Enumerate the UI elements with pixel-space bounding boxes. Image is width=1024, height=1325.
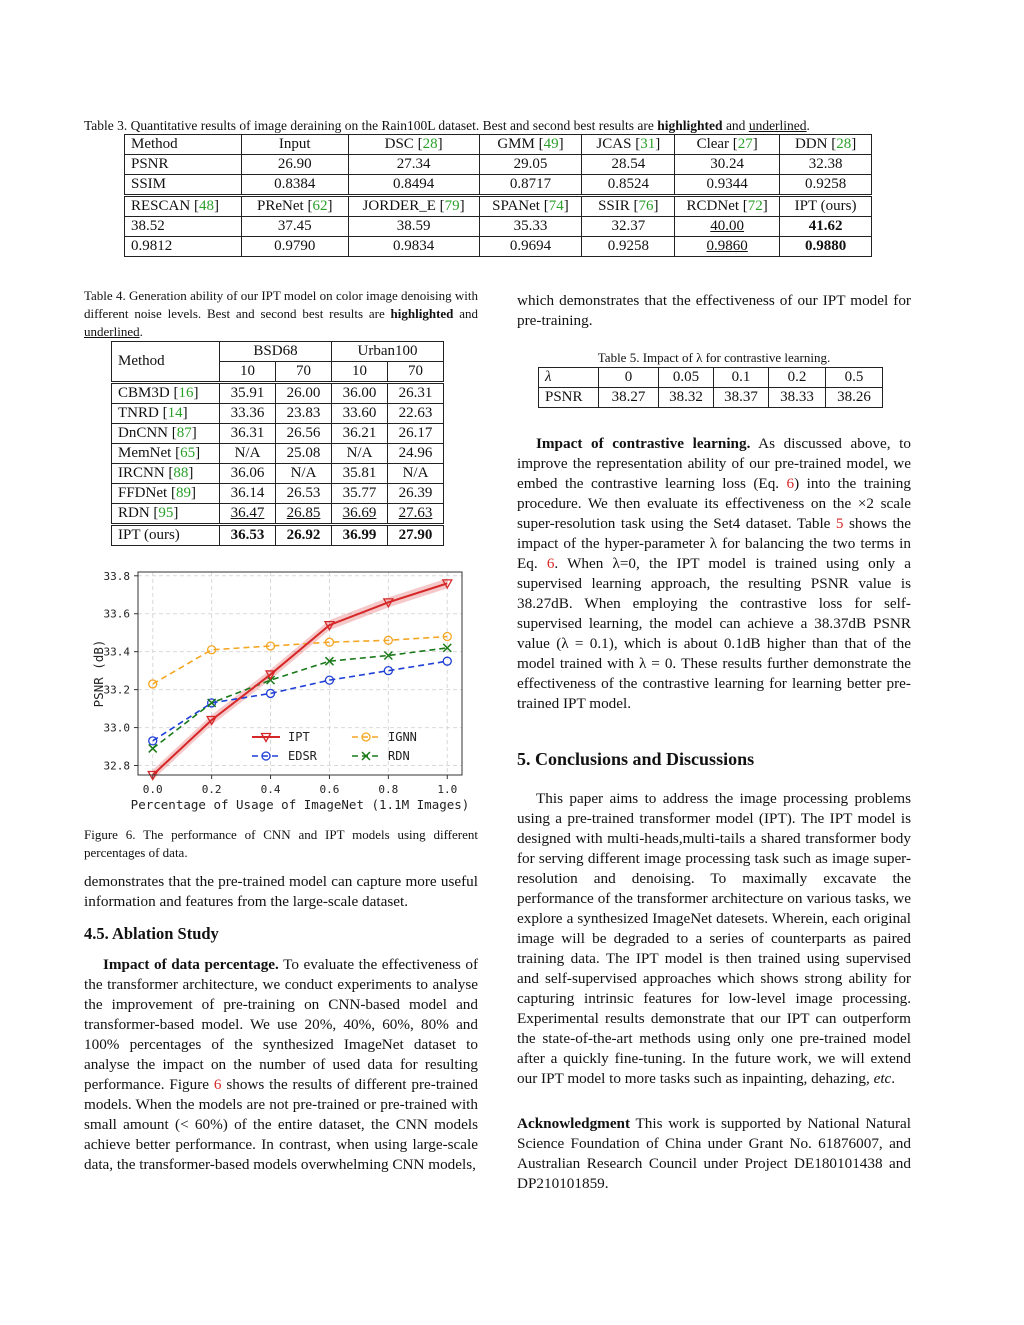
table4-method-cell: FFDNet [89] bbox=[112, 484, 220, 504]
citation-link[interactable]: 76 bbox=[638, 198, 654, 214]
table4-row bbox=[112, 504, 444, 525]
table4-cell: 27.90 bbox=[388, 525, 444, 546]
y-tick-label: 33.2 bbox=[103, 683, 130, 697]
table4-cell: 36.69 bbox=[332, 504, 388, 525]
header-label: GMM bbox=[497, 136, 535, 152]
table3-cell: 32.37 bbox=[582, 217, 675, 237]
legend-label: IGNN bbox=[388, 730, 417, 744]
table5-psnr-cell: 38.27 bbox=[599, 388, 659, 408]
paragraph-right-top: which demonstrates that the effectiveness of our IPT model for pre-training. bbox=[517, 292, 911, 329]
table3-row bbox=[125, 175, 872, 196]
table3-cell: 30.24 bbox=[675, 155, 780, 175]
table3-header-cell: DSC [28] bbox=[348, 135, 479, 155]
table3-cell: SSIM bbox=[125, 175, 242, 196]
table5-lambda-cell: 0.05 bbox=[659, 368, 714, 388]
table4-level-header: 10 bbox=[332, 362, 388, 383]
figure6-caption: Figure 6. The performance of CNN and IPT models using different percentages of data. bbox=[84, 827, 478, 860]
table5-lambda-cell: 0.5 bbox=[826, 368, 883, 388]
table3-header-cell: JORDER_E [79] bbox=[348, 196, 479, 217]
y-tick-label: 33.8 bbox=[103, 569, 130, 583]
header-label: Method bbox=[131, 136, 178, 152]
x-tick-label: 1.0 bbox=[437, 783, 458, 796]
table4-method-cell: IRCNN [88] bbox=[112, 464, 220, 484]
y-tick-label: 33.0 bbox=[103, 721, 130, 735]
table3-cell: 32.38 bbox=[780, 155, 872, 175]
table4-level-header: 10 bbox=[220, 362, 276, 383]
table4-cell: 36.53 bbox=[220, 525, 276, 546]
table3-cell: 35.33 bbox=[479, 217, 582, 237]
header-label: JORDER_E bbox=[362, 198, 436, 214]
citation-link[interactable]: 72 bbox=[747, 198, 763, 214]
header-label: JCAS bbox=[596, 136, 632, 152]
table3-header-cell: Clear [27] bbox=[675, 135, 780, 155]
table5-psnr-row bbox=[539, 388, 883, 408]
citation-link[interactable]: 87 bbox=[176, 425, 192, 441]
table4-cell: 24.96 bbox=[388, 444, 444, 464]
table4-level-header: 70 bbox=[276, 362, 332, 383]
table3 bbox=[124, 134, 872, 257]
table3-cell: 0.8494 bbox=[348, 175, 479, 196]
table5-caption: Table 5. Impact of λ for contrastive learning. bbox=[597, 350, 831, 365]
method-label: IRCNN bbox=[118, 465, 165, 481]
table5-lambda-cell: 0.1 bbox=[714, 368, 769, 388]
table3-header-cell: RCDNet [72] bbox=[675, 196, 780, 217]
citation-link[interactable]: 16 bbox=[178, 385, 194, 401]
table3-cell: 0.8384 bbox=[241, 175, 348, 196]
table3-row bbox=[125, 155, 872, 175]
table5-lambda-row bbox=[539, 368, 883, 388]
table3-cell: 0.9834 bbox=[348, 237, 479, 257]
table4-method-cell: MemNet [65] bbox=[112, 444, 220, 464]
table4-cell: 27.63 bbox=[388, 504, 444, 525]
x-axis-label: Percentage of Usage of ImageNet (1.1M Images) bbox=[130, 797, 470, 812]
citation-link[interactable]: 89 bbox=[175, 485, 191, 501]
table4-cell: 22.63 bbox=[388, 404, 444, 424]
equation-ref[interactable]: 6 bbox=[786, 475, 795, 492]
table3-cell: 0.9790 bbox=[241, 237, 348, 257]
table5-lambda-cell: 0 bbox=[599, 368, 659, 388]
table4-cell: 26.56 bbox=[276, 424, 332, 444]
table5-psnr-cell: 38.37 bbox=[714, 388, 769, 408]
table3-cell: 0.8524 bbox=[582, 175, 675, 196]
table3-header-cell: JCAS [31] bbox=[582, 135, 675, 155]
figure6-chart bbox=[84, 562, 484, 812]
table4-cell: 35.91 bbox=[220, 383, 276, 404]
table4-cell: 36.47 bbox=[220, 504, 276, 525]
table4 bbox=[111, 341, 444, 546]
method-label: RDN bbox=[118, 505, 150, 521]
table4-method-cell: CBM3D [16] bbox=[112, 383, 220, 404]
table3-header-cell bbox=[125, 135, 242, 155]
table3-row bbox=[125, 237, 872, 257]
table3-header-cell: SPANet [74] bbox=[479, 196, 582, 217]
table5-psnr-cell: 38.32 bbox=[659, 388, 714, 408]
table3-cell: 27.34 bbox=[348, 155, 479, 175]
table4-cell: 36.14 bbox=[220, 484, 276, 504]
table5-lambda-label: λ bbox=[539, 368, 599, 388]
table4-cell: 26.31 bbox=[388, 383, 444, 404]
table3-header-cell: SSIR [76] bbox=[582, 196, 675, 217]
citation-link[interactable]: 28 bbox=[836, 136, 852, 152]
citation-link[interactable]: 65 bbox=[180, 445, 196, 461]
table4-method-cell: RDN [95] bbox=[112, 504, 220, 525]
table4-cell: N/A bbox=[276, 464, 332, 484]
table3-row bbox=[125, 217, 872, 237]
header-label: Clear bbox=[696, 136, 730, 152]
table4-row bbox=[112, 464, 444, 484]
table3-header-cell bbox=[780, 196, 872, 217]
citation-link[interactable]: 88 bbox=[173, 465, 189, 481]
table4-cell: N/A bbox=[220, 444, 276, 464]
x-tick-label: 0.4 bbox=[260, 783, 281, 796]
table4-cell: 26.92 bbox=[276, 525, 332, 546]
paragraph-contrastive: Impact of contrastive learning. As discussed above, to improve the representation ability of our pre-trained model, we embed the contrastive learning loss (Eq. 6) into the training procedure. We then evaluate its effectiveness on the ×2 scale super-resolution task using the Set4 dataset. Table 5 shows the impact of the hyper-parameter λ for balancing the two terms in Eq. 6. When λ=0, the IPT model is trained using only a supervised learning approach, the resulting PSNR value is 38.27dB. When employing the contrastive loss for self-supervised learning, the model can achieve a 38.37dB PSNR value (λ = 0.1), which is about 0.1dB higher than that of the model trained with λ = 0. These results further demonstrate the effectiveness of the contrastive learning for learning better pre-trained IPT model. bbox=[517, 435, 912, 712]
table4-method-cell: TNRD [14] bbox=[112, 404, 220, 424]
header-label: DSC bbox=[384, 136, 414, 152]
table4-row bbox=[112, 424, 444, 444]
table4-cell: 35.81 bbox=[332, 464, 388, 484]
citation-link[interactable]: 14 bbox=[167, 405, 183, 421]
method-label: FFDNet bbox=[118, 485, 168, 501]
header-label: DDN bbox=[794, 136, 828, 152]
table3-header-row bbox=[125, 196, 872, 217]
table3-cell: 37.45 bbox=[241, 217, 348, 237]
table5 bbox=[538, 367, 883, 408]
table3-cell: 38.59 bbox=[348, 217, 479, 237]
table3-cell: 0.8717 bbox=[479, 175, 582, 196]
header-label: RCDNet bbox=[686, 198, 740, 214]
legend-label: IPT bbox=[288, 730, 310, 744]
table4-row bbox=[112, 484, 444, 504]
section-title-conclusions: 5. Conclusions and Discussions bbox=[517, 749, 755, 769]
table4-cell: 26.85 bbox=[276, 504, 332, 525]
table5-psnr-label: PSNR bbox=[539, 388, 599, 408]
table4-cell: 26.17 bbox=[388, 424, 444, 444]
table3-cell: 0.9344 bbox=[675, 175, 780, 196]
header-label: RESCAN bbox=[131, 198, 191, 214]
header-label: IPT (ours) bbox=[794, 198, 857, 214]
table4-method-cell: DnCNN [87] bbox=[112, 424, 220, 444]
header-label: PReNet bbox=[257, 198, 304, 214]
method-label: CBM3D bbox=[118, 385, 170, 401]
table5-psnr-cell: 38.26 bbox=[826, 388, 883, 408]
table3-header-cell: DDN [28] bbox=[780, 135, 872, 155]
table4-cell: 26.00 bbox=[276, 383, 332, 404]
y-tick-label: 33.6 bbox=[103, 607, 130, 621]
table4-cell: N/A bbox=[388, 464, 444, 484]
table3-cell: 29.05 bbox=[479, 155, 582, 175]
table4-caption: Table 4. Generation ability of our IPT model on color image denoising with different noise levels. Best and second best results are highlighted and underlined. bbox=[84, 288, 478, 339]
table4-cell: 36.31 bbox=[220, 424, 276, 444]
table4-cell: N/A bbox=[332, 444, 388, 464]
method-label: TNRD bbox=[118, 405, 159, 421]
table4-cell: 35.77 bbox=[332, 484, 388, 504]
table3-header-cell: RESCAN [48] bbox=[125, 196, 242, 217]
table4-cell: 23.83 bbox=[276, 404, 332, 424]
legend-label: RDN bbox=[388, 749, 410, 763]
table4-header-row bbox=[112, 342, 444, 362]
header-label: Input bbox=[278, 136, 311, 152]
table4-method-header: Method bbox=[112, 342, 220, 383]
y-tick-label: 32.8 bbox=[103, 759, 130, 773]
table3-cell: PSNR bbox=[125, 155, 242, 175]
table3-cell: 0.9812 bbox=[125, 237, 242, 257]
citation-link[interactable]: 28 bbox=[422, 136, 438, 152]
citation-link[interactable]: 74 bbox=[548, 198, 564, 214]
y-axis-label: PSNR (dB) bbox=[91, 639, 106, 708]
citation-link[interactable]: 27 bbox=[737, 136, 753, 152]
citation-link[interactable]: 95 bbox=[158, 505, 174, 521]
table3-header-cell bbox=[241, 135, 348, 155]
legend-label: EDSR bbox=[288, 749, 317, 763]
table3-cell: 0.9880 bbox=[780, 237, 872, 257]
table3-caption: Table 3. Quantitative results of image deraining on the Rain100L dataset. Best and second best results are highlighted and underlined. bbox=[84, 118, 810, 133]
y-tick-label: 33.4 bbox=[103, 645, 130, 659]
table4-row bbox=[112, 444, 444, 464]
citation-link[interactable]: 49 bbox=[543, 136, 559, 152]
paragraph-acknowledgment: Acknowledgment This work is supported by National Natural Science Foundation of China under Grant No. 61876007, and Australian Research Council under Project DE180101438 and DP210101859. bbox=[517, 1115, 911, 1192]
table5-psnr-cell: 38.33 bbox=[769, 388, 826, 408]
table3-cell: 41.62 bbox=[780, 217, 872, 237]
paragraph-conclusions: This paper aims to address the image processing problems using a pre-trained transformer model (IPT). The IPT model is designed with multi-heads,multi-tails a shared transformer body for serving different image processing task such as image super-resolution and denoising. To maximally excavate the performance of the transformer architecture on various tasks, we explore a synthesized ImageNet datesets. Wherein, each original image will be degraded to a series of counterparts as paired training data. The IPT model is then trained using supervised and self-supervised approaches which shows strong ability for capturing intrinsic features for low-level image processing. Experimental results demonstrate that our IPT can outperform the state-of-the-art methods using only one pre-trained model after a quickly fine-tuning. In the future work, we will extend our IPT model to more tasks such as inpainting, dehazing, etc. bbox=[517, 790, 911, 1087]
x-tick-label: 0.6 bbox=[319, 783, 340, 796]
table4-cell: 36.06 bbox=[220, 464, 276, 484]
x-tick-label: 0.8 bbox=[378, 783, 399, 796]
citation-link[interactable]: 62 bbox=[312, 198, 328, 214]
table3-cell: 0.9258 bbox=[582, 237, 675, 257]
equation-ref[interactable]: 6 bbox=[546, 555, 555, 572]
table3-cell: 0.9258 bbox=[780, 175, 872, 196]
table3-cell: 28.54 bbox=[582, 155, 675, 175]
table4-cell: 25.08 bbox=[276, 444, 332, 464]
table4-row-ours bbox=[112, 525, 444, 546]
header-label: SPANet bbox=[492, 198, 540, 214]
x-tick-label: 0.0 bbox=[142, 783, 163, 796]
section-title-ablation: 4.5. Ablation Study bbox=[84, 924, 219, 943]
table4-cell: 26.53 bbox=[276, 484, 332, 504]
citation-link[interactable]: 48 bbox=[198, 198, 214, 214]
table4-group-header: Urban100 bbox=[332, 342, 444, 362]
table4-cell: 36.99 bbox=[332, 525, 388, 546]
table4-cell: 33.60 bbox=[332, 404, 388, 424]
citation-link[interactable]: 79 bbox=[444, 198, 460, 214]
table-ref[interactable]: 5 bbox=[835, 515, 844, 532]
paragraph-after-figure: demonstrates that the pre-trained model can capture more useful information and features from the large-scale dataset. bbox=[84, 873, 478, 910]
table4-method-cell: IPT (ours) bbox=[112, 525, 220, 546]
table4-cell: 33.36 bbox=[220, 404, 276, 424]
figure-ref[interactable]: 6 bbox=[213, 1076, 222, 1093]
table4-row bbox=[112, 404, 444, 424]
paragraph-data-percentage: Impact of data percentage. To evaluate the effectiveness of the transformer architecture, we conduct experiments to analyse the improvement of pre-training on CNN-based model and transformer-based model. We use 20%, 40%, 60%, 80% and 100% percentages of the synthesized ImageNet dataset to analyse the impact on the number of used data for resulting performance. Figure 6 shows the results of different pre-trained models. When the models are not pre-trained or pre-trained with small amount (< 60%) of the entire dataset, the CNN models achieve better performance. In contrast, when using large-scale data, the transformer-based models overwhelming CNN models, bbox=[84, 956, 479, 1173]
table4-row bbox=[112, 383, 444, 404]
citation-link[interactable]: 31 bbox=[640, 136, 656, 152]
table3-cell: 0.9694 bbox=[479, 237, 582, 257]
table3-cell: 0.9860 bbox=[675, 237, 780, 257]
table3-header-cell: PReNet [62] bbox=[241, 196, 348, 217]
table5-lambda-cell: 0.2 bbox=[769, 368, 826, 388]
table4-level-header: 70 bbox=[388, 362, 444, 383]
table3-cell: 38.52 bbox=[125, 217, 242, 237]
header-label: SSIR bbox=[598, 198, 630, 214]
table3-cell: 40.00 bbox=[675, 217, 780, 237]
table3-header-row bbox=[125, 135, 872, 155]
table3-cell: 26.90 bbox=[241, 155, 348, 175]
table4-cell: 36.21 bbox=[332, 424, 388, 444]
table3-header-cell: GMM [49] bbox=[479, 135, 582, 155]
x-tick-label: 0.2 bbox=[201, 783, 222, 796]
method-label: MemNet bbox=[118, 445, 172, 461]
method-label: DnCNN bbox=[118, 425, 169, 441]
table4-cell: 26.39 bbox=[388, 484, 444, 504]
table4-group-header: BSD68 bbox=[220, 342, 332, 362]
table4-cell: 36.00 bbox=[332, 383, 388, 404]
